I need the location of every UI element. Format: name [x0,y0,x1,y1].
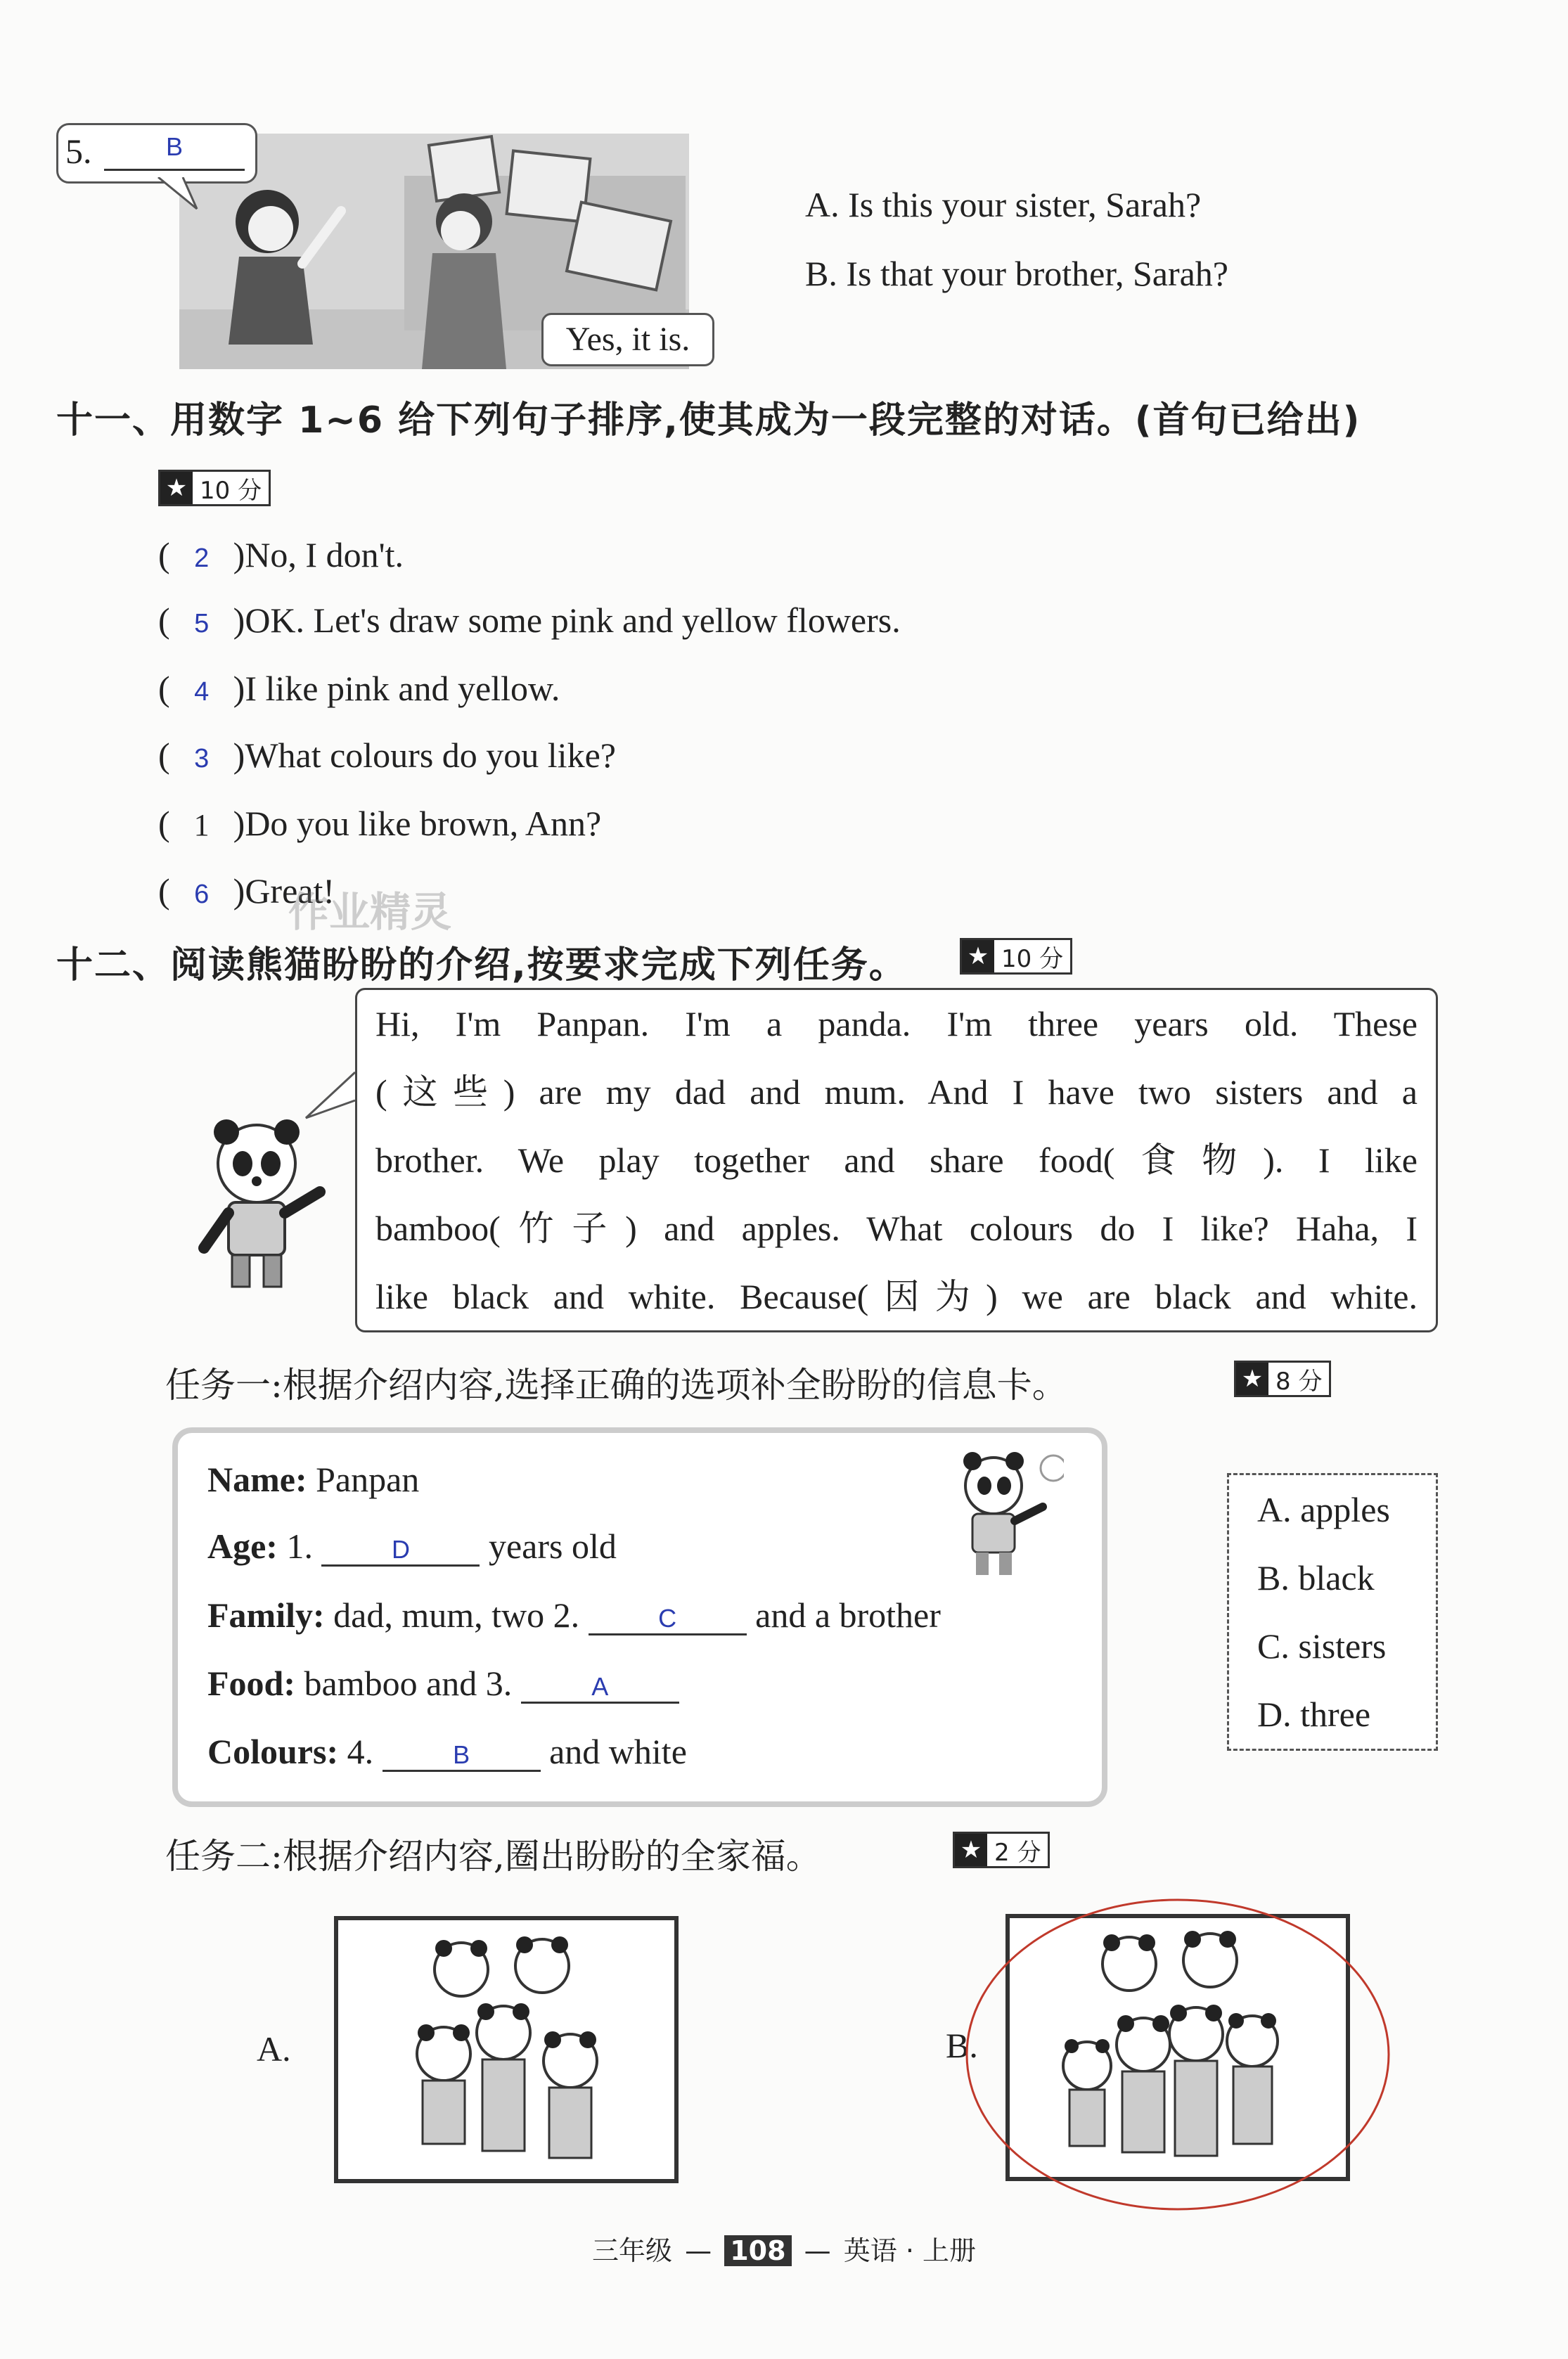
passage-box [355,988,1438,1332]
panda-illustration [190,1114,330,1297]
card-family-label: Family: [207,1595,325,1635]
q5-bubble-tail [155,177,204,212]
card-family-answer: C [658,1604,677,1633]
q5-answer: B [165,132,183,161]
order-sentence: I like pink and yellow. [245,669,560,708]
card-age-blank[interactable] [321,1535,480,1567]
card-colours-row [207,1731,687,1772]
card-family-suffix: and a brother [755,1595,941,1635]
task1-score [1234,1361,1331,1397]
order-sentence: Do you like brown, Ann? [245,804,602,843]
q5-option-b[interactable]: B. Is that your brother, Sarah? [805,254,1229,293]
panda-card-icon [944,1447,1064,1581]
choice-b-label[interactable]: B. [946,2026,978,2065]
card-food-blank[interactable] [521,1672,679,1704]
q5-answer-blank[interactable] [104,132,245,171]
section11-score-text: 10 分 [200,476,262,505]
star-icon: ★ [962,940,994,972]
task1-title: 任务一:根据介绍内容,选择正确的选项补全盼盼的信息卡。 [165,1365,1067,1406]
card-name-label: Name: [207,1460,307,1499]
order-item: ( 1 )Do you like brown, Ann? [158,804,602,843]
order-sentence: What colours do you like? [245,735,616,775]
star-icon: ★ [1236,1363,1268,1395]
q5-reply-bubble [541,313,714,366]
answer-circle-mark [960,1893,1396,2216]
card-family-prefix: dad, mum, two 2. [333,1595,580,1635]
card-colours-suffix: and white [549,1732,687,1771]
card-food-label: Food: [207,1664,295,1703]
page-number: 108 [724,2235,791,2266]
option-item: C. sisters [1257,1626,1387,1666]
q5-number: 5. [65,131,92,171]
q5-option-a[interactable]: A. Is this your sister, Sarah? [805,185,1202,224]
card-age-answer: D [391,1535,410,1564]
card-age-row [207,1526,617,1567]
section12-score-text: 10 分 [1001,944,1064,973]
card-name-value: Panpan [316,1460,420,1499]
panda-family-a-image [338,1920,674,2179]
passage-line: like black and white. Because(因为) we are black and white. [375,1277,1418,1316]
q5-reply-text: Yes, it is. [565,321,690,358]
card-name-row [207,1459,419,1500]
card-food-answer: A [591,1672,609,1701]
order-item: ( 3 )What colours do you like? [158,735,616,775]
card-age-suffix: years old [488,1526,617,1566]
passage-bubble-tail [302,1069,359,1125]
option-item: A. apples [1257,1490,1390,1529]
passage-line: (这些) are my dad and mum. And I have two sisters and a [375,1072,1418,1112]
passage-line: Hi, I'm Panpan. I'm a panda. I'm three years old. These [375,1004,1418,1043]
section11-title: 十一、用数字 1~6 给下列句子排序,使其成为一段完整的对话。(首句已给出) [56,399,1361,442]
order-sentence: OK. Let's draw some pink and yellow flowers. [245,600,901,640]
option-item: D. three [1257,1695,1371,1734]
card-colours-prefix: 4. [347,1732,374,1771]
order-item: ( 2 )No, I don't. [158,535,404,574]
q5-answer-bubble [56,123,257,184]
footer-subject: 英语 · 上册 [843,2235,976,2266]
choice-a-label[interactable]: A. [257,2029,291,2069]
card-colours-blank[interactable] [383,1740,541,1772]
card-family-blank[interactable] [589,1604,747,1635]
footer-grade: 三年级 [592,2235,673,2266]
task2-score-text: 2 分 [994,1838,1041,1867]
order-sentence: Great! [245,871,335,911]
section12-title: 十二、阅读熊猫盼盼的介绍,按要求完成下列任务。 [56,944,907,986]
section11-score [158,470,271,506]
order-answer[interactable]: 5 [194,609,210,638]
card-age-label: Age: [207,1526,278,1566]
passage-line: bamboo(竹子) and apples. What colours do I like? Haha, I [375,1209,1418,1248]
order-item: ( 6 )Great! [158,871,335,911]
order-answer[interactable]: 4 [194,677,210,707]
star-icon: ★ [160,472,193,504]
order-answer[interactable]: 6 [194,880,210,909]
family-photo-a[interactable] [334,1916,679,2183]
order-answer[interactable]: 3 [194,744,210,773]
option-item: B. black [1257,1558,1375,1598]
order-item: ( 4 )I like pink and yellow. [158,669,560,708]
options-box [1227,1473,1438,1751]
card-food-prefix: bamboo and 3. [304,1664,513,1703]
order-answer[interactable]: 2 [194,544,210,573]
order-item: ( 5 )OK. Let's draw some pink and yellow flowers. [158,600,901,640]
star-icon: ★ [955,1834,987,1866]
task2-title: 任务二:根据介绍内容,圈出盼盼的全家福。 [165,1836,821,1877]
card-family-row [207,1595,941,1635]
page-footer: 三年级 — 108 — 英语 · 上册 [592,2235,976,2266]
section12-score [960,938,1072,975]
card-colours-answer: B [453,1740,470,1769]
task2-score [953,1832,1050,1868]
passage-line: brother. We play together and share food(食物). I like [375,1140,1418,1180]
order-sentence: No, I don't. [245,535,404,574]
order-answer-given: 1 [193,808,210,842]
task1-score-text: 8 分 [1275,1367,1323,1396]
card-age-prefix: 1. [286,1526,313,1566]
card-colours-label: Colours: [207,1732,339,1771]
watermark: 作业精灵 [288,888,452,936]
card-food-row [207,1663,679,1704]
